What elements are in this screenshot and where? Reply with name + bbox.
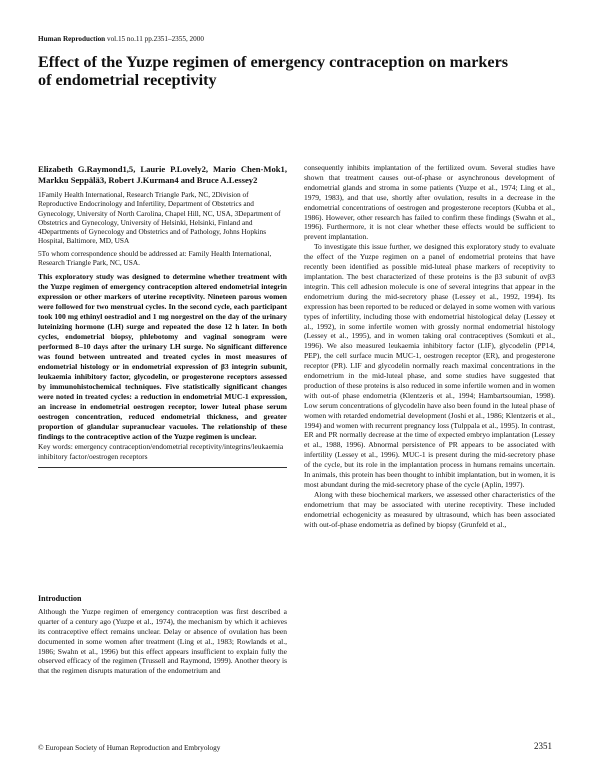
journal-name: Human Reproduction [38, 35, 106, 43]
abstract-divider [38, 467, 287, 468]
abstract: This exploratory study was designed to determine whether treatment with the Yuzpe regimen of emergency contraception altered endometrial integrin expression or other markers of uterine receptivity. Nineteen parous women were followed for two menstrual cycles. In the second cycle, each participant took 100 mg ethinyl oestradiol and 1 mg norgestrel on the day of the urinary luteinizing hormone (LH) surge and repeated the dose 12 h later. In both cycles, endometrial biopsy, phlebotomy and vaginal sonogram were performed 8–10 days after the urinary LH surge. No significant difference was found between untreated and treated cycles in most measures of endometrial histology or in endometrial expression of β3 integrin subunit, leukaemia inhibitory factor, glycodelin, or progesterone receptors assessed by immunohistochemical techniques. Five statistically significant changes were noted in treated cycles: a reduction in endometrial MUC-1 expression, an increase in endometrial oestrogen receptor, lower luteal phase serum oestrogen concentration, reduced endometrial thickness, and greater proportion of glandular supranuclear vacuoles. The relationship of these findings to the contraceptive action of the Yuzpe regimen is unclear. [38, 272, 287, 442]
journal-citation: vol.15 no.11 pp.2351–2355, 2000 [106, 35, 204, 43]
left-column [38, 164, 287, 468]
affiliations: 1Family Health International, Research Triangle Park, NC, 2Division of Reproductive Endocrinology and Infertility, Department of Obstetrics and Gynecology, University of North Carolina, Chapel Hill, NC, USA, 3Department of Obstetrics and Gynecology, University of Helsinki, Helsinki, Finland and 4Departments of Gynecology and Obstetrics and of Pathology, Johns Hopkins Hospital, Baltimore, MD, USA [38, 190, 281, 246]
copyright-footer: © European Society of Human Reproduction and Embryology [38, 743, 221, 752]
correspondence-note: 5To whom correspondence should be addressed at: Family Health International, Research Triangle Park, NC, USA. [38, 248, 272, 268]
journal-header [38, 35, 204, 43]
introduction-section [38, 594, 287, 676]
body-paragraph-1: consequently inhibits implantation of the fertilized ovum. Several studies have shown that treatment causes out-of-phase or asynchronous development of endometrial glands and stroma in some patients (Yuzpe et al., 1974; Ling et al., 1979, 1983), and that use, shortly after ovulation, results in a decrease in the endometrial concentrations of oestrogen and progesterone receptors (Kubba et al., 1986). However, other research has failed to confirm these findings (Swahn et al., 1996). Furthermore, it is not clear whether these effects would be sufficient to prevent implantation. [304, 163, 555, 242]
article-title: Effect of the Yuzpe regimen of emergency contraception on markers of endometrial receptivity [38, 53, 509, 89]
introduction-heading: Introduction [38, 594, 82, 603]
right-column [304, 163, 555, 530]
keywords: Key words: emergency contraception/endometrial receptivity/integrins/leukaemia inhibitory factor/oestrogen receptors [38, 442, 284, 462]
body-paragraph-2: To investigate this issue further, we designed this exploratory study to evaluate the effect of the Yuzpe regimen on a panel of endometrial proteins that have recently been identified as possible mid-luteal phase markers of receptivity to implantation. The best characterized of these proteins is the β3 subunit of αvβ3 integrin. This cell adhesion molecule is one of several integrins that appear in the endometrium during the mid-secretory phase (Lessey et al., 1992, 1994). Its expression has been reported to be reduced or delayed in some women with various types of infertility, including those with endometrial histological delay (Lessey et al., 1992), in some infertile women with grossly normal endometrial histology (Lessey et al., 1995), and in women taking oral contraceptives (Somkuti et al., 1996). We also measured leukaemia inhibitory factor (LIF), glycodelin (PP14, PEP), the cell surface mucin MUC-1, oestrogen receptor (ER), and progesterone receptor (PR). LIF and glycodelin normally reach maximal concentrations in the endometrium in the mid-luteal phase, and some studies have suggested that production of these proteins is also reduced in some infertile women and in women with out-of phase endometria (Klentzeris et al., 1994; Hambartsoumian, 1998). Low serum concentrations of glycodelin have also been found in the luteal phase of women with retarded endometrial development (Joshi et al., 1986; Klentzeris et al., 1994) and women with recurrent pregnancy loss (Tulppala et al., 1995). In contrast, ER and PR normally decrease at the time of expected embryo implantation (Lessey et al., 1988, 1996). Abnormal persistence of PR appears to be associated with infertility (Lessey et al., 1996). MUC-1 is present during the mid-secretory phase of the cycle, but its role in the implantation process in humans remains uncertain. In animals, this protein has been thought to inhibit implantation, but in women, it is most abundant during the mid-secretory phase of the cycle (Aplin, 1997). [304, 242, 555, 489]
author-list: Elizabeth G.Raymond1,5, Laurie P.Lovely2, Mario Chen-Mok1, Markku Seppälä3, Robert J.Kurman4 and Bruce A.Lessey2 [38, 164, 287, 185]
introduction-paragraph: Although the Yuzpe regimen of emergency contraception was first described a quarter of a century ago (Yuzpe et al., 1974), the mechanism by which it achieves its contraceptive effect remains unclear. Delay or absence of ovulation has been documented in some women after treatment (Ling et al., 1983; Rowlands et al., 1986; Swahn et al., 1996) but this effect appears insufficient to explain fully the observed efficacy of the regimen (Trussell and Raymond, 1999). Another theory is that the regimen disrupts maturation of the endometrium and [38, 606, 287, 676]
body-paragraph-3: Along with these biochemical markers, we assessed other characteristics of the endometrium that may be associated with uterine receptivity. These included endometrial echogenicity as measured by ultrasound, which has been associated with out-of-phase endometria as defined by biopsy (Grunfeld et al., [304, 489, 555, 529]
page-number: 2351 [534, 741, 552, 751]
